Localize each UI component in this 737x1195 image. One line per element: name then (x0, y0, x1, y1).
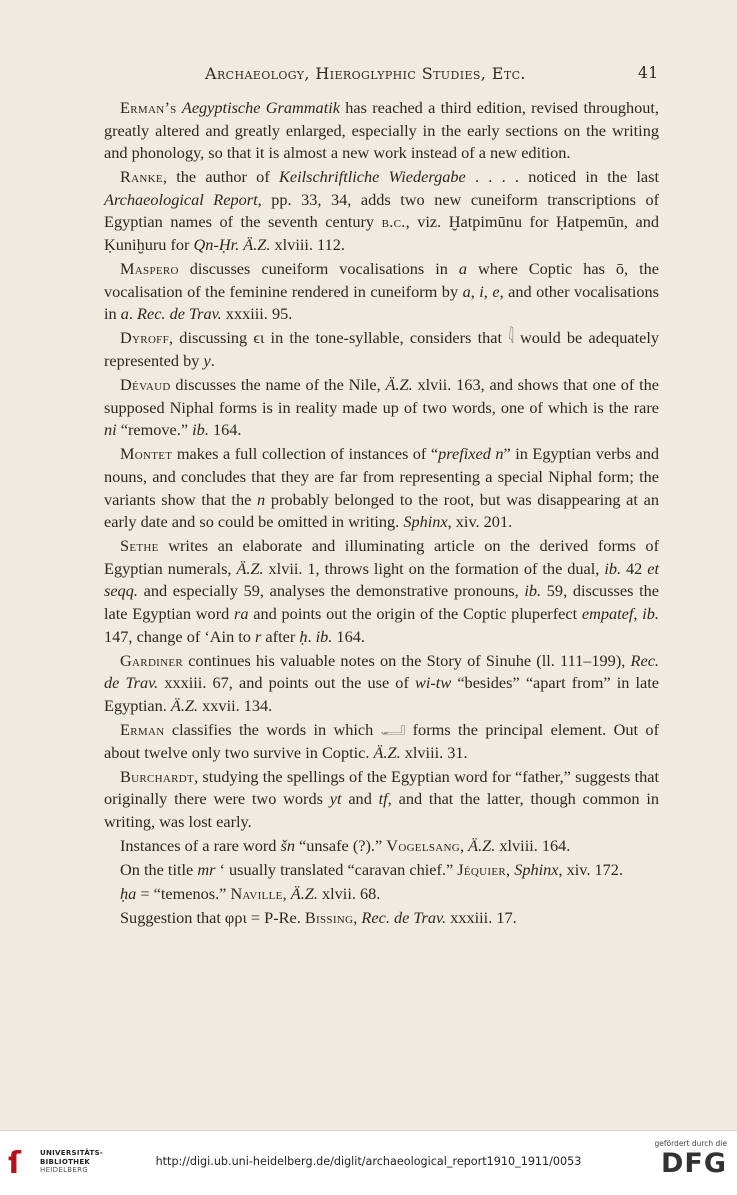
dfg-logo[interactable] (642, 1139, 727, 1187)
text-run: ib. (315, 626, 333, 646)
text-run: . (210, 351, 215, 371)
paragraph (104, 166, 659, 256)
text-run: xlvii. 1, throws light on the formation of the dual, (263, 558, 605, 578)
text-run: xxxiii. 95. (221, 304, 293, 324)
text-run: a (120, 304, 129, 324)
text-run: , (483, 281, 493, 301)
text-run: šn (280, 836, 295, 855)
text-run: ib. (604, 558, 622, 578)
text-run: Erman (120, 720, 165, 740)
text-run: , xiv. 201. (447, 512, 513, 532)
text-run: , the author of (162, 167, 279, 187)
text-run: yt (329, 789, 342, 809)
text-run: Rec. de Trav. (361, 908, 447, 928)
text-run: e (492, 281, 500, 301)
text-run: tf (378, 789, 388, 809)
text-run: Ä.Z. (243, 235, 271, 255)
text-run: , (460, 836, 469, 855)
text-run: ra (234, 604, 249, 624)
text-run: . . . . noticed in the last (465, 167, 659, 187)
text-run: , (506, 860, 515, 880)
hieroglyph-icon: 𓂝 (380, 720, 406, 740)
paragraph (104, 835, 659, 858)
text-run: and points out the origin of the Coptic pluperfect (248, 604, 582, 624)
running-title: Archaeology, Hieroglyphic Studies, Etc. (205, 64, 526, 83)
text-run: xlviii. 31. (400, 742, 468, 762)
text-run: , discussing ϵι in the tone-syllable, considers that (169, 328, 509, 348)
text-run: 164. (332, 626, 365, 646)
text-run: y (203, 351, 211, 371)
paragraph (104, 374, 659, 442)
logo-line-3: HEIDELBERG (40, 1166, 88, 1174)
text-run: writes an elaborate and illuminating article on the derived forms of Egyptian numerals, (104, 536, 659, 578)
text-run: Ä.Z. (468, 836, 496, 855)
logo-line-1: UNIVERSITÄTS- (40, 1149, 104, 1157)
text-run: would be adequately represented by (104, 328, 660, 371)
text-run: after (261, 626, 300, 646)
text-run: Jéquier (457, 860, 507, 880)
paragraph (104, 859, 659, 882)
text-run: , (470, 281, 480, 301)
paragraph (104, 258, 659, 326)
text-run: a (462, 281, 471, 301)
text-run: Archaeological Report (104, 189, 258, 209)
text-run: Gardiner (120, 650, 184, 670)
paragraph (104, 883, 659, 906)
text-run: Suggestion that φρι = P-Re. (120, 908, 305, 928)
text-run: “remove.” (116, 420, 193, 440)
text-run: , viz. Ḫatpimūnu for Ḥatpemūn, and Ḳuniḫuru for (104, 212, 659, 255)
text-run: xxxiii. 67, and points out the use of (158, 673, 415, 693)
text-run: . (307, 626, 316, 646)
paragraph (104, 535, 659, 648)
text-run: xlviii. 164. (495, 836, 571, 855)
text-run: a (458, 259, 468, 279)
text-run: discusses the name of the Nile, (170, 375, 386, 395)
text-run: , pp. 33, 34, adds two new cuneiform transcriptions of Egyptian names of the seventh century (104, 189, 660, 232)
text-run: Qn-Ḥr. (193, 235, 240, 255)
text-run: , (282, 884, 291, 904)
text-run: where Coptic has ō, the vocalisation of the feminine rendered in cuneiform by (104, 259, 659, 301)
text-run: xlvii. 68. (317, 884, 381, 904)
text-run: Ä.Z. (385, 375, 413, 395)
funder-caption: gefördert durch die (654, 1139, 727, 1148)
text-run: Rec. de Trav. (104, 650, 659, 693)
text-run: prefixed n (438, 444, 504, 464)
text-run: Maspero (120, 259, 179, 279)
text-run: On the title (120, 860, 198, 880)
text-run: ib. (642, 604, 660, 624)
text-run: Dévaud (120, 375, 171, 395)
text-run: Ranke (120, 167, 163, 187)
text-run: Dyroff (120, 328, 170, 348)
text-run: xxvii. 134. (198, 695, 273, 715)
text-run: b.c. (381, 212, 406, 232)
text-run: Ä.Z. (236, 558, 264, 578)
text-run: Montet (120, 444, 173, 464)
text-run: ni (104, 420, 117, 440)
text-run: Aegyptische Grammatik (181, 98, 340, 117)
text-run: , (353, 908, 362, 928)
text-run: mr (197, 860, 216, 880)
text-run: 164. (208, 420, 242, 440)
text-run: , and other vocalisations in (104, 281, 660, 324)
text-run: Instances of a rare word (120, 836, 281, 855)
text-run: = “temenos.” (136, 884, 231, 904)
text-run: “besides” “apart from” in late Egyptian. (104, 673, 659, 715)
text-run: . (128, 304, 138, 324)
text-run: discusses cuneiform vocalisations in (178, 259, 459, 279)
body-text (104, 97, 659, 931)
text-run: forms the principal element. Out of about twelve only two survive in Coptic. (104, 720, 659, 762)
text-run: 42 (621, 558, 648, 578)
text-run: Keilschriftliche Wiedergabe (278, 167, 466, 187)
text-run: n (257, 489, 266, 509)
text-run: ḥa (120, 884, 137, 904)
paragraph (104, 97, 659, 165)
text-run: and (341, 789, 379, 809)
text-run: ‘ usually translated “caravan chief.” (215, 860, 458, 880)
text-run: et seqq. (104, 558, 659, 601)
text-run: Erman’s (120, 98, 177, 117)
text-run: ” in Egyptian verbs and nouns, and concludes that they are far from representing a special Niphal form; the variants show that the (104, 444, 659, 509)
paragraph (104, 766, 659, 834)
text-run: Ä.Z. (373, 742, 401, 762)
digitization-footer (0, 1130, 737, 1195)
dfg-wordmark: DFG (660, 1148, 727, 1179)
text-run: 147, change of ‘Ain to (104, 626, 256, 646)
text-run: empatef (581, 604, 634, 624)
text-run: probably belonged to the root, but was disappearing at an early date and so could be omitted in writing. (104, 489, 660, 532)
text-run: r (255, 626, 262, 646)
text-run: “unsafe (?).” (294, 836, 387, 855)
text-run: xlvii. 163, and shows that one of the supposed Niphal forms is in reality made up of two words, one of which is the rare (104, 375, 660, 417)
text-run: xlviii. 112. (270, 235, 345, 255)
text-run: continues his valuable notes on the Story of Sinuhe (ll. 111–199), (183, 650, 631, 670)
text-run: has reached a third edition, revised throughout, greatly altered and greatly enlarged, especially in the early sections on the writing and phonology, so that it is almost a new work instead of a new edition. (104, 98, 659, 163)
text-run: ib. (524, 581, 542, 601)
paragraph (104, 327, 659, 372)
text-run: Burchardt (120, 766, 195, 786)
text-run: Ä.Z. (290, 884, 318, 904)
text-run: xxxiii. 17. (446, 908, 517, 928)
text-run: Sphinx (403, 512, 448, 532)
text-run: makes a full collection of instances of “ (172, 444, 439, 464)
text-run: Sphinx (514, 860, 559, 880)
text-run: , studying the spellings of the Egyptian word for “father,” suggests that originally there were two words (104, 766, 659, 809)
text-run: i (479, 281, 484, 301)
page-number: 41 (638, 64, 659, 82)
logo-line-2: BIBLIOTHEK (40, 1157, 91, 1166)
text-run: classifies the words in which (164, 720, 381, 740)
permalink-url[interactable]: http://digi.ub.uni-heidelberg.de/diglit/archaeological_report1910_1911/0053 (155, 1155, 582, 1168)
paragraph (104, 907, 659, 930)
text-run: , (633, 604, 643, 624)
paragraph (104, 443, 659, 533)
library-emblem-icon: ſ (8, 1146, 22, 1181)
text-run: Naville (230, 884, 283, 904)
text-run: , xiv. 172. (558, 860, 624, 880)
text-run: Ä.Z. (170, 695, 199, 715)
text-run: wi-tw (415, 673, 452, 693)
text-run: 59, discusses the late Egyptian word (104, 581, 660, 624)
text-run: Bissing (304, 908, 354, 928)
text-run: ib. (192, 420, 209, 440)
text-run: Vogelsang (386, 836, 460, 855)
paragraph (104, 719, 659, 764)
text-run: and especially 59, analyses the demonstrative pronouns, (137, 581, 525, 601)
paragraph (104, 650, 659, 718)
text-run: ḥ (299, 626, 308, 646)
hieroglyph-icon: 𓇋 (508, 328, 514, 348)
text-run: Sethe (120, 536, 159, 556)
text-run: Rec. de Trav. (137, 304, 222, 324)
text-run: , and that the latter, though common in writing, was lost early. (104, 789, 660, 831)
